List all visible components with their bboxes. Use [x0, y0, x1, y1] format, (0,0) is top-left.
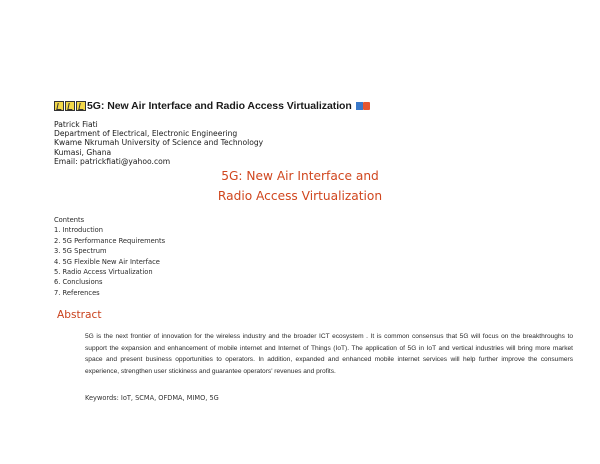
contents-item: 4. 5G Flexible New Air Interface [54, 257, 160, 266]
author-block [54, 120, 263, 166]
abstract-body: 5G is the next frontier of innovation for the wireless industry and the broader ICT ecosystem . It is common consensus that 5G will focus on the breakthroughs to support the expansion and enhancement of mobile internet and Internet of Things (IoT). The application of 5G in IoT and vertical industries will bring more market space and present business opportunities to operators. In addition, expanded and enhanced mobile internet services will help further improve the consumers experience, strengthen user stickiness and guarantee operators' revenues and profits. [85, 333, 573, 375]
header-title: 5G: New Air Interface and Radio Access Virtualization [87, 100, 352, 112]
contents-item: 5. Radio Access Virtualization [54, 268, 153, 277]
orange-glyph-icon [363, 102, 370, 110]
contents-heading: Contents [54, 216, 85, 224]
header-glyph-group [54, 101, 86, 111]
contents-item: 1. Introduction [54, 226, 104, 235]
blue-glyph-icon [356, 102, 363, 110]
author-email: Email: patrickfiati@yahoo.com [54, 156, 171, 166]
document-glyph-icon [65, 101, 75, 111]
document-glyph-icon [54, 101, 64, 111]
author-university: Kwame Nkrumah University of Science and Technology [54, 138, 264, 148]
paper-title-line-2: Radio Access Virtualization [217, 189, 383, 203]
paper-title [0, 166, 600, 206]
header-tail-glyphs [356, 102, 370, 110]
abstract-heading: Abstract [57, 309, 102, 321]
paper-title-line-1: 5G: New Air Interface and [221, 169, 379, 183]
abstract-keywords: Keywords: IoT, SCMA, OFDMA, MIMO, 5G [85, 394, 219, 402]
document-glyph-icon [76, 101, 86, 111]
contents-item: 7. References [54, 288, 100, 297]
document-header [54, 99, 370, 113]
table-of-contents [54, 215, 165, 298]
author-location: Kumasi, Ghana [54, 147, 112, 157]
contents-item: 3. 5G Spectrum [54, 247, 107, 256]
contents-item: 6. Conclusions [54, 278, 103, 287]
author-department: Department of Electrical, Electronic Engineering [54, 129, 238, 139]
author-name: Patrick Fiati [54, 120, 98, 129]
contents-item: 2. 5G Performance Requirements [54, 236, 166, 245]
